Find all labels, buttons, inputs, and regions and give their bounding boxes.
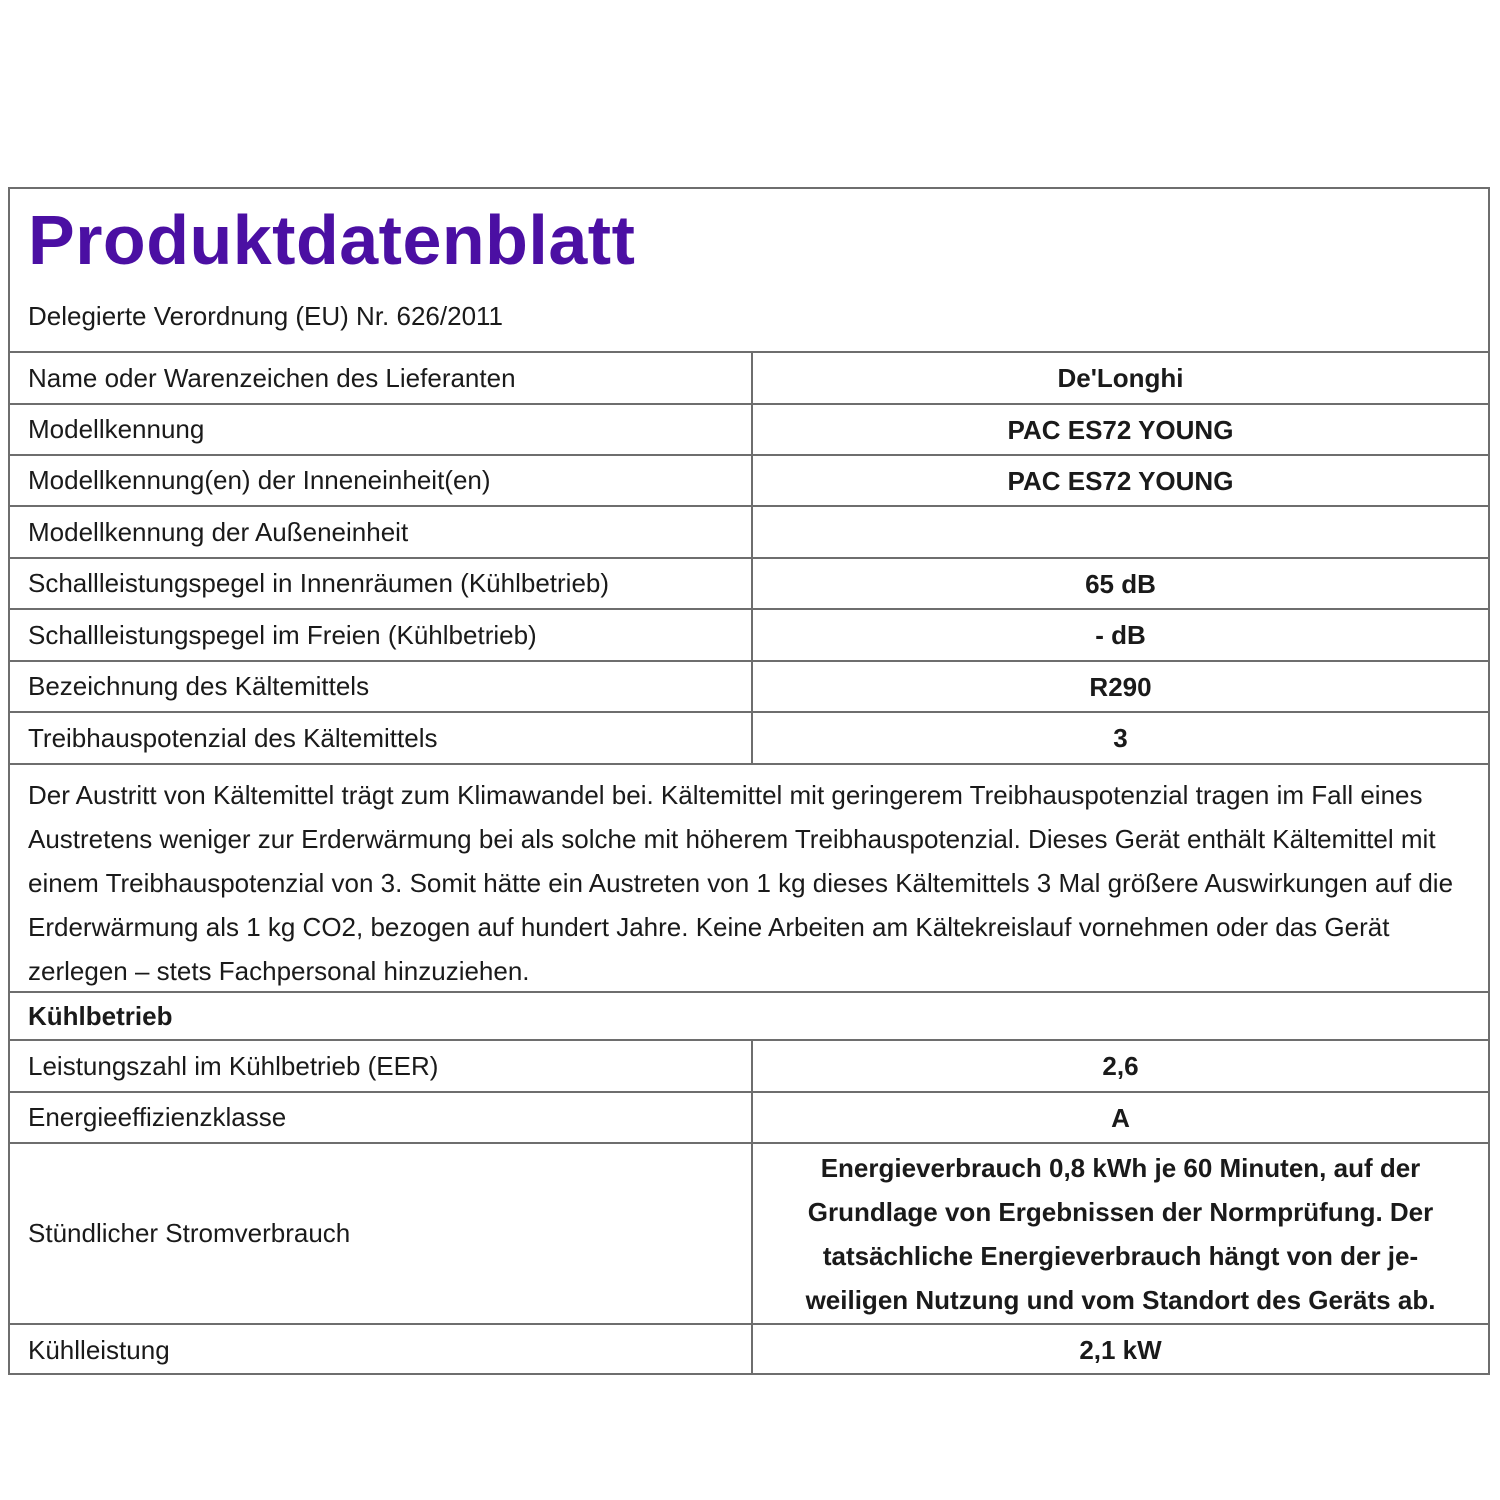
notice-text: Der Austritt von Kältemittel trägt zum Klimawandel bei. Kältemittel mit geringerem Treibhauspotenzial tragen im Fall eines Austretens weniger zur Erderwärmung bei als solche mit höherem Treibhauspotenzial. Dieses Gerät enthält Kältemittel mit einem Treibhauspotenzial von 3. Somit hätte ein Austreten von 1 kg dieses Kältemittels 3 Mal größere Auswirkungen auf die Erderwärmung als 1 kg CO2, bezogen auf hundert Jahre. Keine Arbeiten am Kältekreislauf vornehmen oder das Gerät zerlegen – stets Fachpersonal hinzuziehen. xyxy=(28,780,1454,986)
row-label: Modellkennung(en) der Inneneinheit(en) xyxy=(28,465,491,495)
row-label: Schallleistungspegel im Freien (Kühlbetrieb) xyxy=(28,619,537,650)
row-label: Name oder Warenzeichen des Lieferanten xyxy=(28,362,516,393)
row-value: 2,6 xyxy=(751,1041,1488,1091)
row-label: Modellkennung der Außeneinheit xyxy=(28,516,409,547)
row-label: Modellkennung xyxy=(28,414,205,444)
page-title: Produktdatenblatt xyxy=(28,201,636,279)
product-data-sheet xyxy=(8,187,1490,1375)
table-row-indoor-model xyxy=(10,456,1488,507)
refrigerant-notice xyxy=(10,765,1488,993)
row-value: 3 xyxy=(751,713,1488,763)
section-heading-cooling xyxy=(10,993,1488,1041)
row-value: 65 dB xyxy=(751,559,1488,608)
table-row-eer xyxy=(10,1041,1488,1093)
row-label: Bezeichnung des Kältemittels xyxy=(28,671,370,701)
row-value: 2,1 kW xyxy=(751,1325,1488,1375)
row-label: Leistungszahl im Kühlbetrieb (EER) xyxy=(28,1050,439,1081)
table-row-gwp xyxy=(10,713,1488,765)
row-label: Treibhauspotenzial des Kältemittels xyxy=(28,722,438,753)
row-label: Kühlleistung xyxy=(28,1334,170,1365)
row-label: Stündlicher Stromverbrauch xyxy=(28,1218,351,1248)
table-row-energy-class xyxy=(10,1093,1488,1144)
row-value: Energieverbrauch 0,8 kWh je 60 Minuten, auf der Grundlage von Ergebnissen der Normprüfung. Der tatsächliche Energieverbrauch hängt von der jeweiligen Nutzung und vom Standort des Geräts ab. xyxy=(751,1144,1488,1323)
regulation-reference: Delegierte Verordnung (EU) Nr. 626/2011 xyxy=(28,301,504,331)
row-value: A xyxy=(751,1093,1488,1142)
row-value: - dB xyxy=(751,610,1488,660)
table-row-outdoor-model xyxy=(10,507,1488,559)
table-row-supplier xyxy=(10,353,1488,405)
row-value xyxy=(751,507,1488,557)
table-row-cooling-capacity xyxy=(10,1325,1488,1375)
table-row-indoor-sound xyxy=(10,559,1488,610)
table-row-outdoor-sound xyxy=(10,610,1488,662)
row-value: De'Longhi xyxy=(751,353,1488,403)
row-label: Energieeffizienzklasse xyxy=(28,1102,287,1132)
row-value: R290 xyxy=(751,662,1488,711)
row-value: PAC ES72 YOUNG xyxy=(751,456,1488,505)
row-label: Schallleistungspegel in Innenräumen (Kühlbetrieb) xyxy=(28,568,610,598)
header xyxy=(10,189,1488,353)
table-row-hourly-consumption xyxy=(10,1144,1488,1325)
table-row-model xyxy=(10,405,1488,456)
table-row-refrigerant xyxy=(10,662,1488,713)
section-title: Kühlbetrieb xyxy=(28,1000,173,1031)
row-value: PAC ES72 YOUNG xyxy=(751,405,1488,454)
